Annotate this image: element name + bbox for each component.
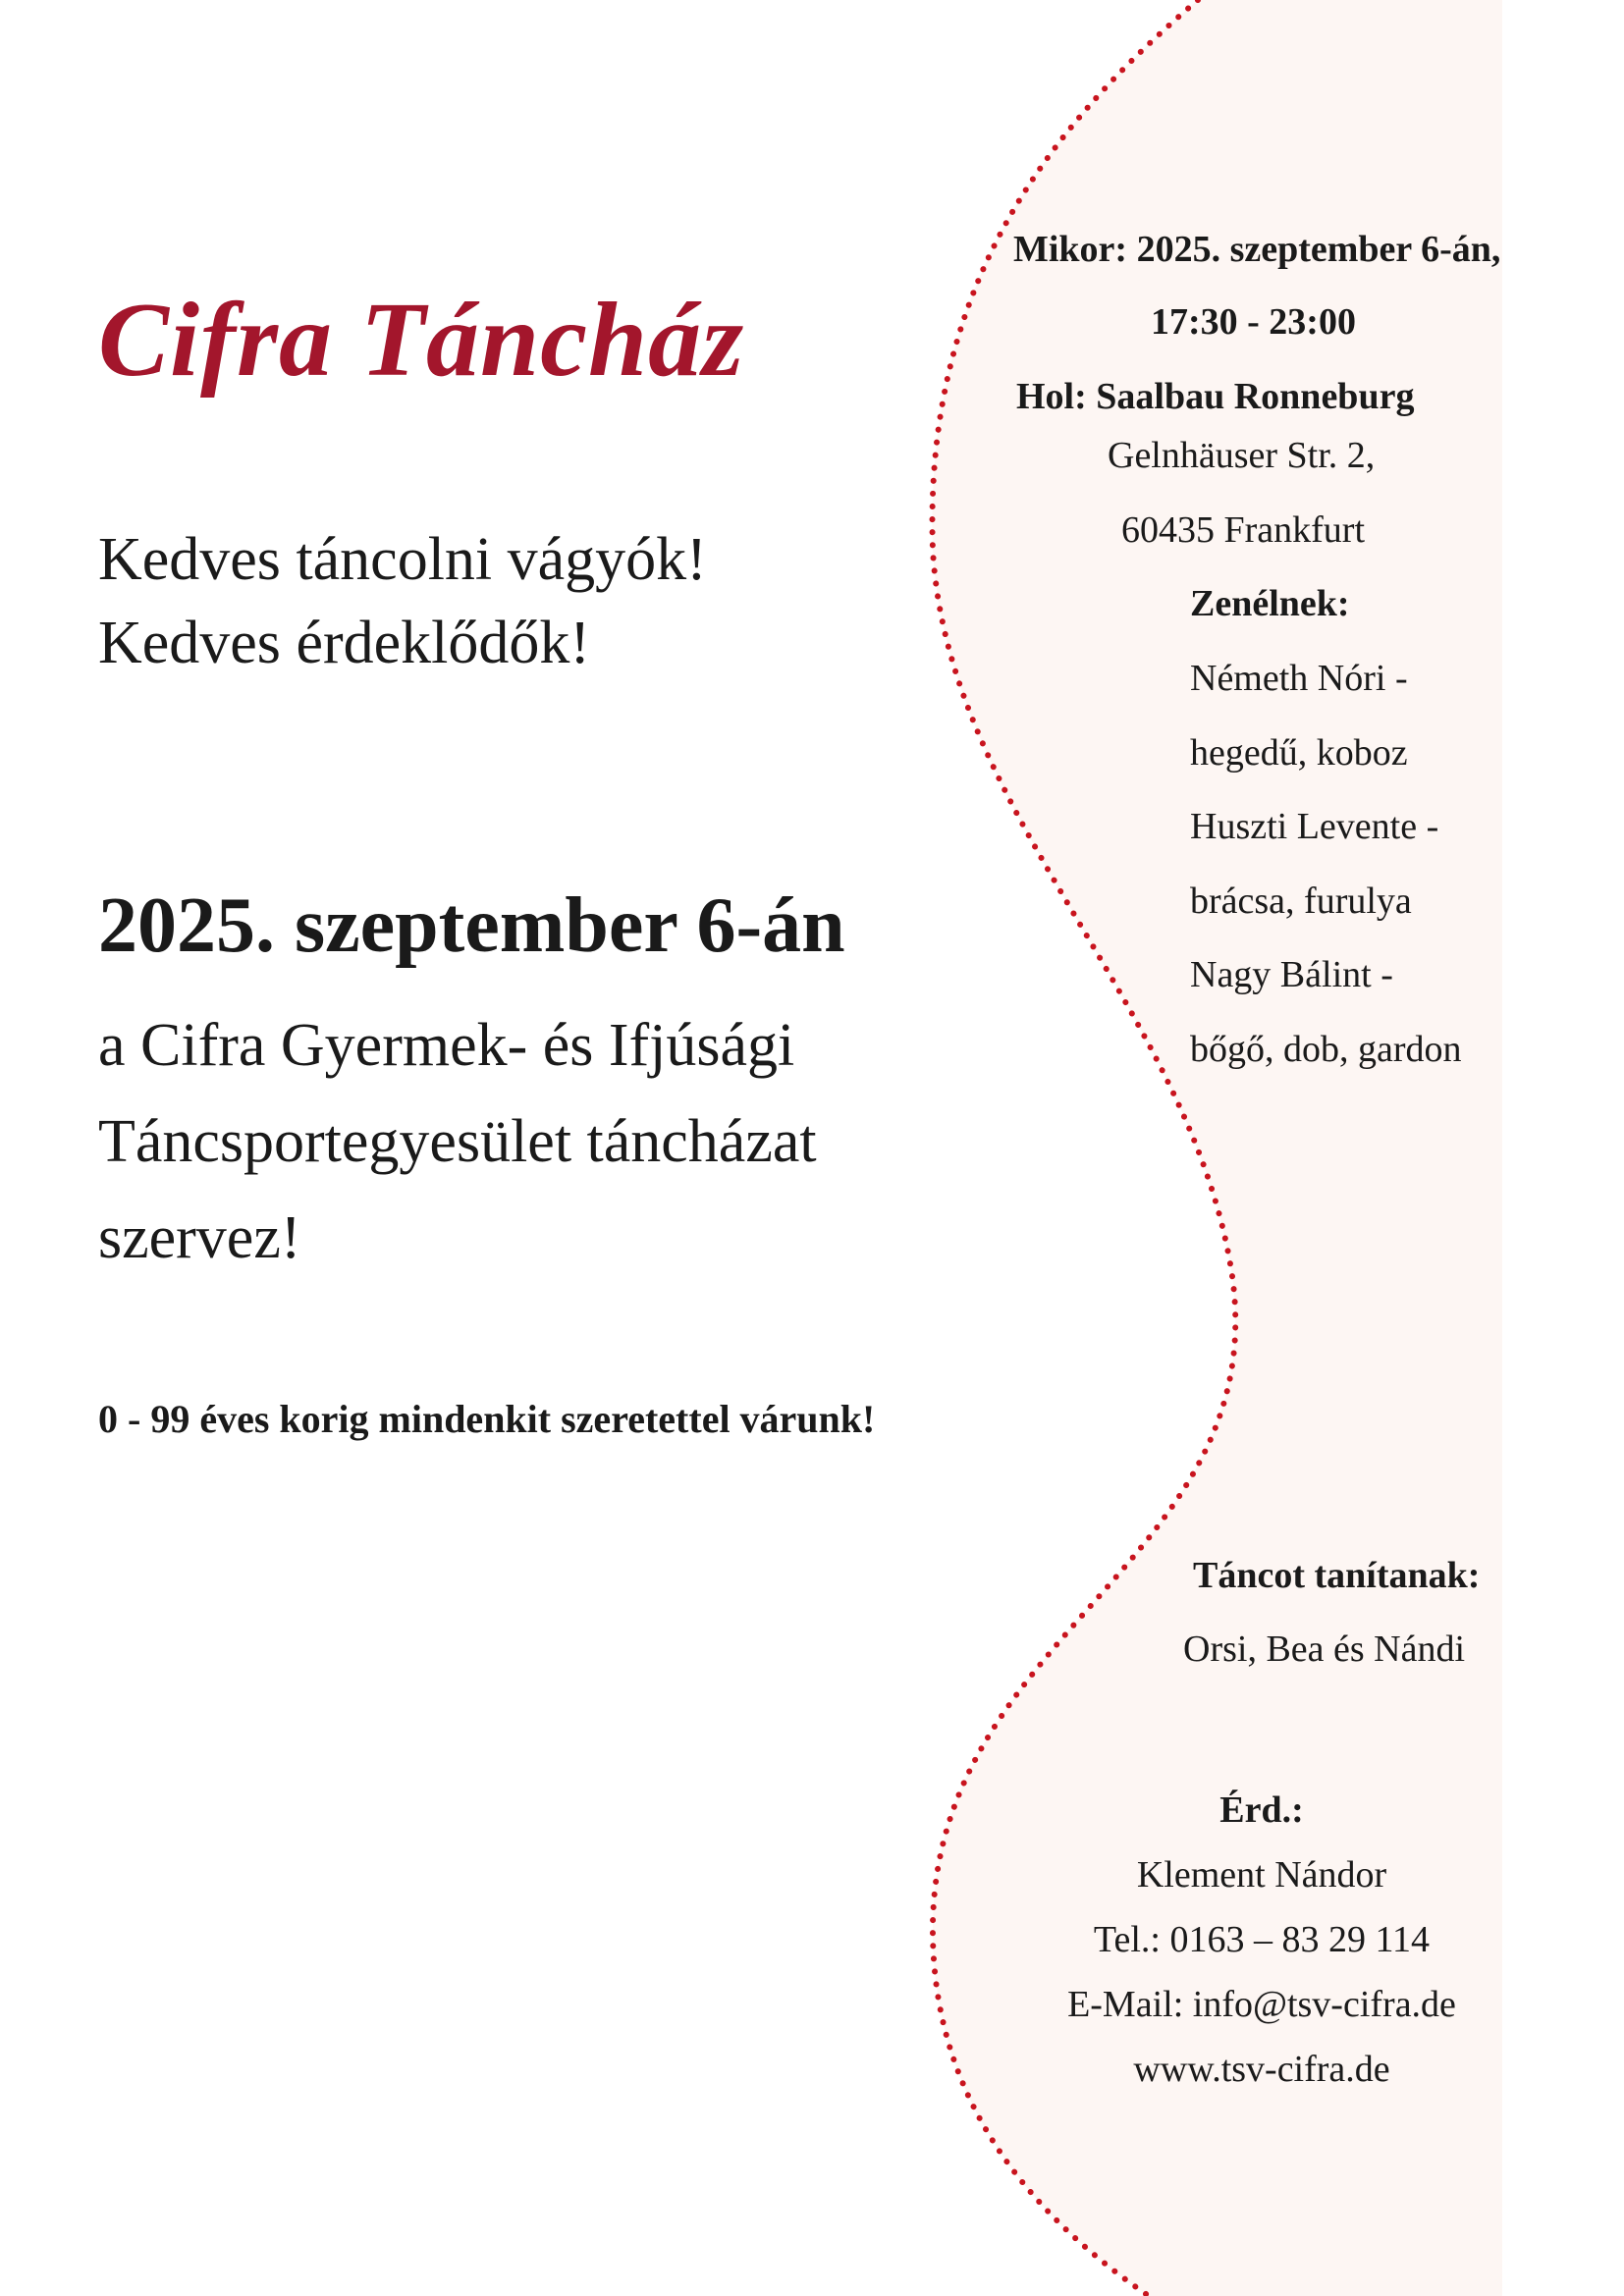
welcome-text: 0 - 99 éves korig mindenkit szeretettel várunk! bbox=[98, 1397, 876, 1441]
where-city: 60435 Frankfurt bbox=[1121, 509, 1366, 551]
where-label: Hol: Saalbau Ronneburg bbox=[1016, 376, 1415, 417]
contact-website[interactable]: www.tsv-cifra.de bbox=[1133, 2049, 1390, 2090]
contact-label: Érd.: bbox=[1219, 1789, 1304, 1831]
page-title: Cifra Táncház bbox=[98, 282, 745, 399]
organizer-line-1: a Cifra Gyermek- és Ifjúsági bbox=[98, 1012, 795, 1079]
contact-email[interactable]: E-Mail: info@tsv-cifra.de bbox=[1067, 1984, 1456, 2025]
greeting-line-1: Kedves táncolni vágyók! bbox=[98, 526, 707, 593]
event-date-headline: 2025. szeptember 6-án bbox=[98, 882, 845, 969]
musician-line-2: hegedű, koboz bbox=[1190, 732, 1408, 774]
musician-line-4: brácsa, furulya bbox=[1190, 881, 1412, 922]
musician-line-1: Németh Nóri - bbox=[1190, 658, 1408, 699]
musician-line-5: Nagy Bálint - bbox=[1190, 954, 1393, 995]
teachers-names: Orsi, Bea és Nándi bbox=[1183, 1629, 1466, 1670]
greeting-line-2: Kedves érdeklődők! bbox=[98, 610, 590, 676]
organizer-line-2: Táncsportegyesület táncházat bbox=[98, 1108, 817, 1175]
when-label: Mikor: 2025. szeptember 6-án, bbox=[1013, 229, 1501, 270]
teachers-label: Táncot tanítanak: bbox=[1193, 1555, 1481, 1596]
where-street: Gelnhäuser Str. 2, bbox=[1108, 435, 1376, 476]
organizer-line-3: szervez! bbox=[98, 1204, 301, 1271]
contact-name: Klement Nándor bbox=[1136, 1854, 1387, 1896]
when-time: 17:30 - 23:00 bbox=[1151, 301, 1356, 343]
contact-phone: Tel.: 0163 – 83 29 114 bbox=[1093, 1919, 1431, 1960]
musician-line-6: bőgő, dob, gardon bbox=[1190, 1029, 1462, 1070]
music-label: Zenélnek: bbox=[1190, 583, 1350, 624]
musician-line-3: Huszti Levente - bbox=[1190, 806, 1439, 847]
